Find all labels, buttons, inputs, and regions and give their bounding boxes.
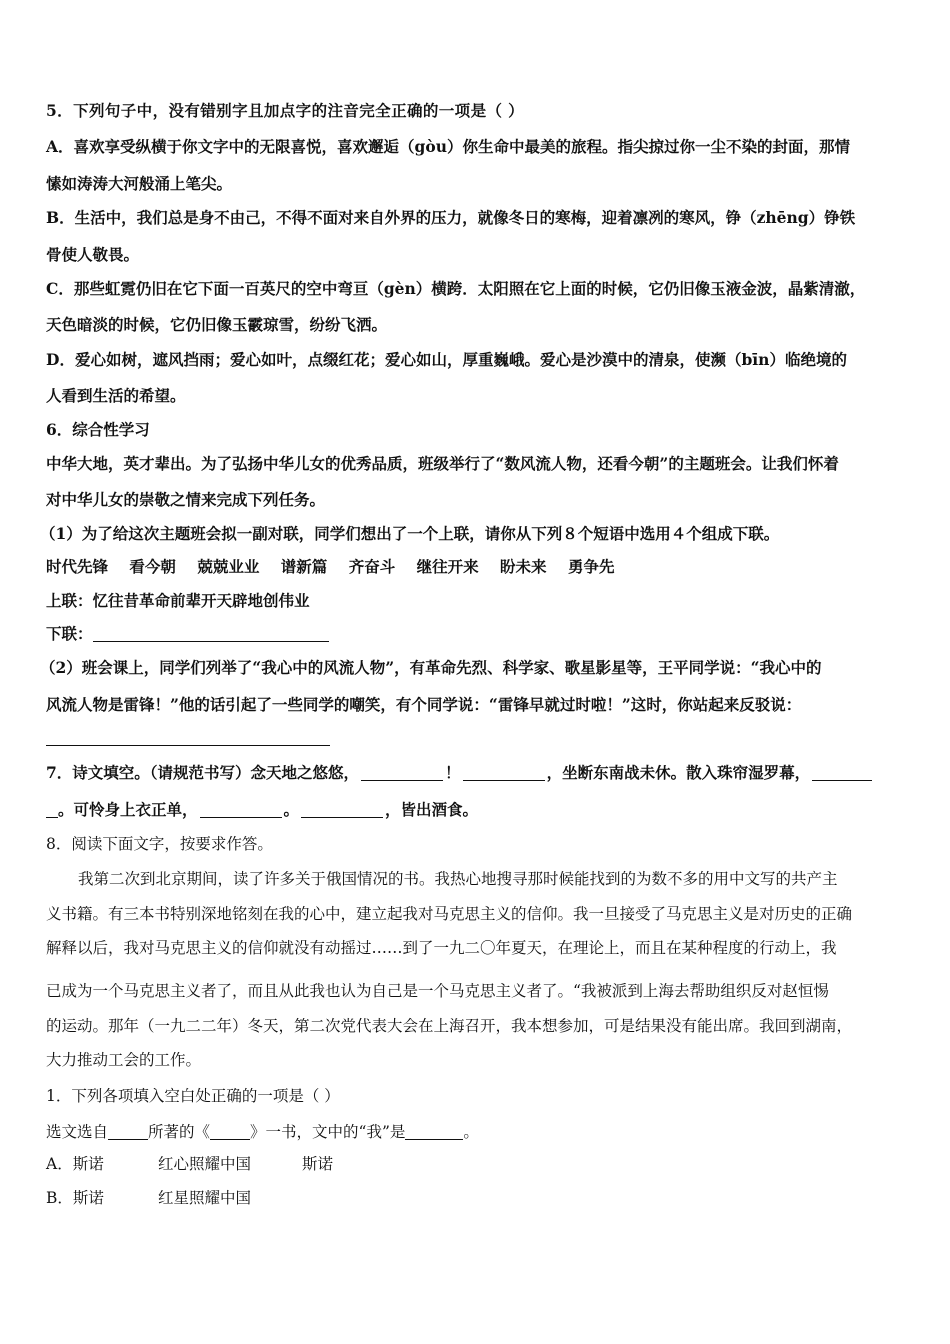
q6-phrase-list (46, 556, 630, 578)
phrase-item: 盼未来 (500, 557, 547, 576)
q8-para-line: 的运动。那年（一九二二年）冬天，第二次党代表大会在上海召开，我本想参加，可是结果没有能出席。我回到湖南， (46, 1017, 853, 1035)
q5-option-a-line1: A．喜欢享受纵横于你文字中的无限喜悦，喜欢邂逅（gòu）你生命中最美的旅程。指尖掠过你一尘不染的封面，那情 (46, 137, 850, 156)
q8-option-a (46, 1153, 333, 1175)
fill-text-3: 》一书，文中的“我”是 (250, 1123, 406, 1141)
q7-blank-3[interactable] (812, 764, 872, 781)
option-a-narrator: 斯诺 (302, 1155, 334, 1173)
phrase-item: 继往开来 (416, 557, 479, 576)
q6-xialian (46, 623, 329, 645)
q5-option-c-line2: 天色暗淡的时候，它仍旧像玉霰琼雪，纷纷飞洒。 (46, 315, 388, 334)
q8-fill-line (46, 1121, 479, 1143)
q7-blank-2[interactable] (463, 764, 545, 781)
fill-blank-author[interactable] (108, 1123, 148, 1140)
option-b-book: 红星照耀中国 (158, 1189, 252, 1207)
q5-option-b-line2: 骨使人敬畏。 (46, 245, 140, 264)
q5-stem: 5．下列句子中，没有错别字且加点字的注音完全正确的一项是（ ） (46, 101, 525, 120)
q5-option-b-line1: B．生活中，我们总是身不由己，不得不面对来自外界的压力，就像冬日的寒梅，迎着凛冽的寒风，铮（zhēng）铮铁 (46, 208, 856, 227)
phrase-item: 看今朝 (129, 557, 176, 576)
q8-sub1: 1．下列各项填入空白处正确的一项是（ ） (46, 1087, 340, 1105)
phrase-item: 兢兢业业 (197, 557, 260, 576)
q7-line1 (46, 762, 872, 784)
q6-intro-line2: 对中华儿女的崇敬之情来完成下列任务。 (46, 490, 326, 509)
fill-blank-narrator[interactable] (405, 1123, 463, 1140)
q8-para-line: 已成为一个马克思主义者了，而且从此我也认为自己是一个马克思主义者了。“我被派到上海去帮助组织反对赵恒惕 (46, 982, 829, 1000)
q6-sub2-line1: （2）班会课上，同学们列举了“我心中的风流人物”，有革命先烈、科学家、歌星影星等，王平同学说：“我心中的 (40, 658, 822, 677)
phrase-item: 齐奋斗 (348, 557, 396, 576)
q7-blank-3-cont[interactable] (46, 801, 58, 818)
q8-title: 8．阅读下面文字，按要求作答。 (46, 835, 273, 853)
q7-text-6: ，皆出酒食。 (385, 800, 479, 819)
q7-text-5: 。 (283, 800, 300, 819)
fill-text-4: 。 (463, 1123, 479, 1141)
fill-blank-book[interactable] (210, 1123, 250, 1140)
q8-para-line: 大力推动工会的工作。 (46, 1051, 202, 1069)
q7-text-4: 。可怜身上衣正单， (58, 800, 198, 819)
q7-text-3: ，坐断东南战未休。散入珠帘湿罗幕， (546, 763, 811, 782)
q6-intro-line1: 中华大地，英才辈出。为了弘扬中华儿女的优秀品质，班级举行了“数风流人物，还看今朝”的主题班会。让我们怀着 (46, 454, 839, 473)
q5-option-a-line2: 愫如涛涛大河般涌上笔尖。 (46, 174, 233, 193)
q7-line2 (46, 799, 478, 821)
xialian-label: 下联： (46, 624, 93, 643)
q7-blank-5[interactable] (301, 801, 383, 818)
xialian-answer-blank[interactable] (93, 625, 329, 642)
q7-text-1: 7．诗文填空。（请规范书写）念天地之悠悠， (46, 763, 360, 782)
q6-sub2-line2: 风流人物是雷锋！”他的话引起了一些同学的嘲笑，有个同学说：“雷锋早就过时啦！”这时，你站起来反驳说： (46, 695, 802, 714)
fill-text-1: 选文选自 (46, 1123, 109, 1141)
q5-option-d-line2: 人看到生活的希望。 (46, 386, 186, 405)
option-b-author: B．斯诺 (46, 1189, 104, 1207)
phrase-item: 时代先锋 (46, 557, 109, 576)
q8-para-line: 解释以后，我对马克思主义的信仰就没有动摇过……到了一九二〇年夏天，在理论上，而且在某种程度的行动上，我 (46, 939, 837, 957)
q6-shanglian: 上联：忆往昔革命前辈开天辟地创伟业 (46, 591, 310, 610)
q7-blank-1[interactable] (361, 764, 443, 781)
q7-blank-4[interactable] (200, 801, 282, 818)
q7-text-2: ！ (445, 763, 461, 782)
phrase-item: 勇争先 (567, 557, 615, 576)
q6-title: 6．综合性学习 (46, 420, 150, 439)
q5-option-c-line1: C．那些虹霓仍旧在它下面一百英尺的空中弯亘（gèn）横跨．太阳照在它上面的时候，它仍旧像玉液金波，晶紫清澈， (46, 279, 866, 298)
q5-option-d-line1: D．爱心如树，遮风挡雨；爱心如叶，点缀红花；爱心如山，厚重巍峨。爱心是沙漠中的清泉，使濒（bīn）临绝境的 (46, 350, 847, 369)
option-a-book: 红心照耀中国 (158, 1155, 252, 1173)
q6-sub1: （1）为了给这次主题班会拟一副对联，同学们想出了一个上联，请你从下列８个短语中选用４个组成下联。 (40, 524, 780, 543)
q6-rebuttal-line (46, 727, 330, 749)
phrase-item: 谱新篇 (280, 557, 328, 576)
fill-text-2: 所著的《 (148, 1123, 211, 1141)
option-a-author: A．斯诺 (46, 1155, 104, 1173)
rebuttal-answer-blank[interactable] (46, 729, 330, 746)
q8-para-line: 我第二次到北京期间，读了许多关于俄国情况的书。我热心地搜寻那时候能找到的为数不多的用中文写的共产主 (78, 870, 838, 888)
q8-option-b (46, 1187, 251, 1209)
q8-para-line: 义书籍。有三本书特别深地铭刻在我的心中，建立起我对马克思主义的信仰。我一旦接受了马克思主义是对历史的正确 (46, 905, 853, 923)
